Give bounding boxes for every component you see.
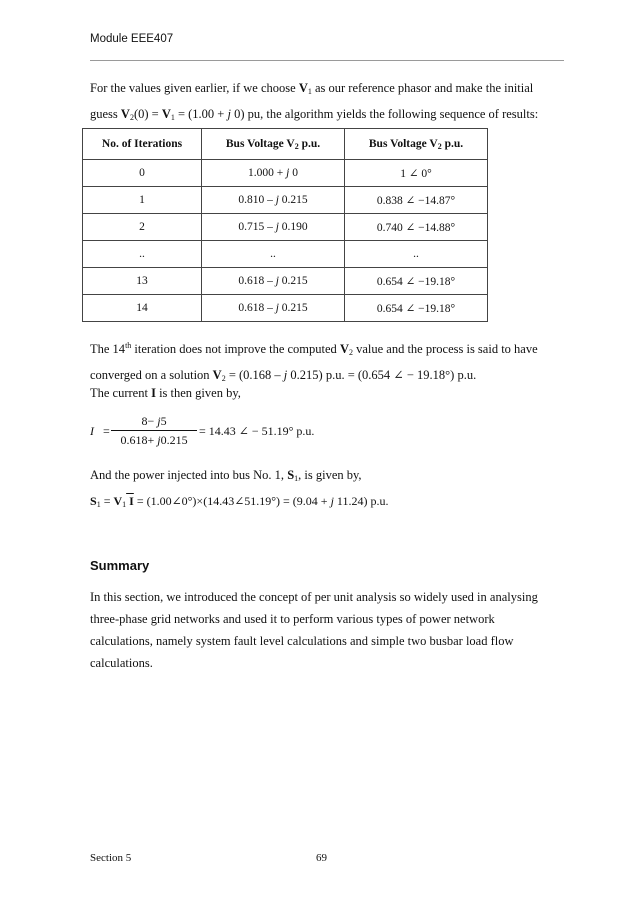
rect-text: 0 — [289, 167, 298, 179]
iteration-table — [82, 128, 488, 322]
phasor-v: V — [120, 107, 130, 121]
imag-j: j — [275, 221, 279, 233]
rect-text: 0.190 — [278, 221, 308, 233]
phasor-v: V — [298, 81, 308, 95]
table-row — [83, 214, 488, 241]
table-row — [83, 187, 488, 214]
rect-text: 0.618 – — [238, 275, 276, 287]
current-symbol: I — [151, 386, 156, 400]
cell-iteration: 14 — [83, 295, 202, 322]
phasor-v: V — [339, 342, 349, 356]
cell-iteration: 13 — [83, 268, 202, 295]
subscript: 2 — [348, 348, 353, 357]
imag-j: j — [227, 107, 231, 121]
cell-rect — [202, 187, 345, 214]
table-header-row — [83, 129, 488, 160]
cell-rect — [202, 160, 345, 187]
subscript: 1 — [96, 500, 101, 509]
rect-text: 0.810 – — [238, 194, 276, 206]
power-symbol: S — [287, 468, 295, 482]
current-sentence — [90, 382, 570, 404]
eq-equals: = — [100, 494, 114, 508]
cell-rect — [202, 295, 345, 322]
header-text: Bus Voltage V — [225, 137, 295, 150]
phasor-v: V — [161, 107, 171, 121]
eq-text: = (1.00∠0°)×(14.43∠51.19°) = (9.04 + — [133, 494, 331, 508]
fraction-numerator — [111, 414, 197, 430]
imag-j: j — [330, 494, 334, 508]
intro-line-2 — [90, 103, 570, 129]
page-number: 69 — [316, 852, 327, 864]
rect-text: 0.215 — [278, 302, 308, 314]
body-text: iteration does not improve the computed — [131, 342, 340, 356]
body-text: And the power injected into bus No. 1, — [90, 468, 288, 482]
rect-text: 1.000 + — [248, 167, 287, 179]
summary-line: calculations, namely system fault level calculations and simple two busbar load flow — [90, 634, 514, 648]
intro-text: 0) pu, the algorithm yields the following sequence of results: — [230, 107, 539, 121]
summary-line: three-phase grid networks and used it to perform various types of power network — [90, 612, 495, 626]
header-text: p.u. — [441, 137, 464, 150]
body-text: The current — [90, 386, 152, 400]
imag-j: j — [275, 275, 279, 287]
cell-rect — [202, 268, 345, 295]
eq-text: 5 — [160, 414, 167, 428]
eq-text: 8− — [141, 414, 158, 428]
header-iterations: No. of Iterations — [83, 129, 202, 160]
imag-j: j — [275, 194, 279, 206]
subscript: 2 — [294, 141, 299, 151]
header-rect-voltage — [202, 129, 345, 160]
header-text: Bus Voltage V — [368, 137, 438, 150]
intro-paragraph — [90, 77, 570, 129]
subscript: 1 — [122, 500, 127, 509]
convergence-line-1 — [90, 335, 570, 364]
table-row — [83, 268, 488, 295]
intro-text: For the values given earlier, if we choose — [90, 81, 299, 95]
cell-polar: 1 ∠ 0° — [345, 160, 488, 187]
body-text: converged on a solution — [90, 368, 213, 382]
cell-rect — [202, 214, 345, 241]
rect-text: 0.618 – — [238, 302, 276, 314]
cell-iteration: .. — [83, 241, 202, 268]
conjugate-current: I — [126, 494, 134, 508]
fraction-denominator — [111, 431, 197, 448]
subscript: 2 — [129, 113, 134, 122]
imag-j: j — [157, 433, 161, 447]
footer-section: Section 5 — [90, 852, 132, 864]
subscript: 2 — [437, 141, 442, 151]
header-rule — [90, 60, 564, 61]
cell-polar: 0.654 ∠ −19.18° — [345, 295, 488, 322]
cell-polar: 0.740 ∠ −14.88° — [345, 214, 488, 241]
body-text: is then given by, — [155, 386, 241, 400]
table-row — [83, 241, 488, 268]
rect-text: 0.215 — [278, 194, 308, 206]
table-row — [83, 160, 488, 187]
table-row — [83, 295, 488, 322]
superscript: th — [125, 341, 132, 350]
subscript: 1 — [294, 474, 299, 483]
cell-polar: 0.654 ∠ −19.18° — [345, 268, 488, 295]
header-text: p.u. — [298, 137, 321, 150]
body-text: The 14 — [90, 342, 126, 356]
summary-line: calculations. — [90, 656, 153, 670]
eq-text: 0.618+ — [120, 433, 158, 447]
intro-text: = (1.00 + — [174, 107, 228, 121]
cell-iteration: 2 — [83, 214, 202, 241]
module-header: Module EEE407 — [90, 33, 174, 45]
subscript: 2 — [221, 374, 226, 383]
imag-j: j — [275, 302, 279, 314]
current-eq-result: = 14.43 ∠ − 51.19° p.u. — [199, 424, 315, 438]
rect-text: .. — [270, 248, 276, 260]
cell-polar: .. — [345, 241, 488, 268]
imag-j: j — [283, 368, 288, 382]
rect-text: 0.715 – — [238, 221, 276, 233]
eq-text: 11.24) p.u. — [333, 494, 389, 508]
phasor-v: V — [212, 368, 222, 382]
cell-iteration: 1 — [83, 187, 202, 214]
subscript: 1 — [307, 87, 312, 96]
intro-text: guess — [90, 107, 121, 121]
header-polar-voltage — [345, 129, 488, 160]
intro-line-1 — [90, 77, 570, 103]
summary-heading: Summary — [90, 558, 150, 573]
body-text: , is given by, — [298, 468, 362, 482]
body-text: value and the process is said to have — [352, 342, 538, 356]
summary-line: In this section, we introduced the concept of per unit analysis so widely used in analysing — [90, 590, 538, 604]
imag-j: j — [157, 414, 161, 428]
eq-text: 0.215 — [160, 433, 188, 447]
power-equation — [90, 494, 388, 509]
intro-text: as our reference phasor and make the initial — [311, 81, 534, 95]
summary-paragraph — [90, 586, 570, 674]
body-text: = (0.168 – — [225, 368, 284, 382]
cell-iteration: 0 — [83, 160, 202, 187]
cell-polar: 0.838 ∠ −14.87° — [345, 187, 488, 214]
cell-rect — [202, 241, 345, 268]
eq-symbol: I — [90, 424, 94, 438]
current-fraction — [111, 414, 197, 448]
imag-j: j — [286, 167, 290, 179]
subscript: 1 — [170, 113, 175, 122]
current-eq-lhs — [90, 424, 110, 439]
rect-text: 0.215 — [278, 275, 308, 287]
power-sentence — [90, 464, 570, 490]
body-text: 0.215) p.u. = (0.654 ∠ − 19.18°) p.u. — [287, 368, 477, 382]
power-symbol: S — [90, 494, 97, 508]
eq-equals: = — [103, 424, 110, 438]
intro-text: (0) = — [133, 107, 162, 121]
phasor-v: V — [113, 494, 123, 508]
